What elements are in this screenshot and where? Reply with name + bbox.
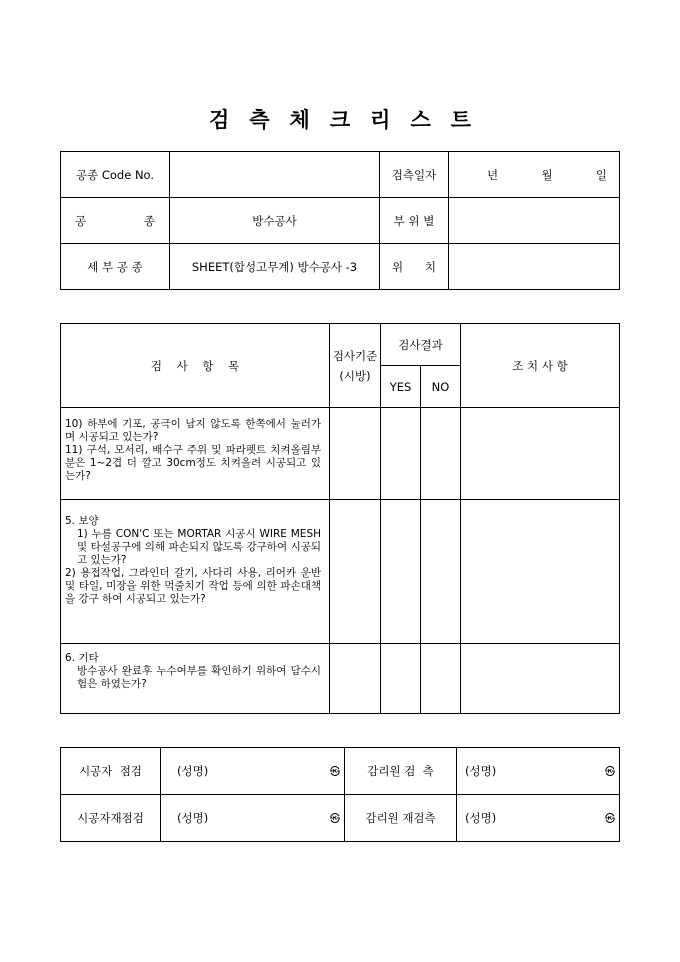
item-line: 11) 구석, 모서리, 배수구 주위 및 파라펫트 치켜올림부분은 1~2겹 더 깔고 30cm정도 치켜올려 시공되고 있는가? (65, 444, 321, 482)
col-yes-header: YES (381, 366, 421, 408)
col-no-header: NO (421, 366, 461, 408)
title-char: 리 (370, 107, 391, 132)
action-cell[interactable] (461, 500, 620, 644)
standard-cell[interactable] (330, 408, 381, 500)
contractor-check-label: 시공자 점검 (61, 748, 161, 795)
checklist-item (61, 500, 330, 644)
page-title (0, 104, 680, 134)
title-char: 크 (329, 107, 351, 132)
action-cell[interactable] (461, 644, 620, 714)
standard-cell[interactable] (330, 500, 381, 644)
inspection-date-label: 검측일자 (380, 152, 449, 198)
location-value[interactable] (449, 244, 620, 290)
action-cell[interactable] (461, 408, 620, 500)
title-char: 측 (249, 107, 270, 132)
contractor-recheck-sign[interactable]: (성명) ㉿ (161, 795, 345, 842)
no-cell[interactable] (421, 644, 461, 714)
item-line: 2) 용접작업, 그라인더 갈기, 사다리 사용, 리어카 운반 및 타일, 미장을 위한 먹줄치기 작업 등에 의한 파손대책을 강구 하여 시공되고 있는가? (65, 567, 321, 605)
yes-cell[interactable] (381, 500, 421, 644)
seal-icon: ㉿ (605, 767, 615, 778)
no-cell[interactable] (421, 408, 461, 500)
detail-work-value: SHEET(합성고무계) 방수공사 -3 (170, 244, 380, 290)
seal-icon: ㉿ (605, 814, 615, 825)
inspection-date-value[interactable] (449, 152, 620, 198)
contractor-check-sign[interactable]: (성명) ㉿ (161, 748, 345, 795)
title-char: 체 (289, 107, 310, 132)
title-char: 검 (208, 107, 230, 132)
title-char: 트 (450, 107, 472, 132)
contractor-recheck-label: 시공자재점검 (61, 795, 161, 842)
supervisor-check-label: 감리원 검 측 (345, 748, 457, 795)
work-type-value: 방수공사 (170, 198, 380, 244)
no-cell[interactable] (421, 500, 461, 644)
yes-cell[interactable] (381, 644, 421, 714)
checklist-item (61, 408, 330, 500)
date-day: 일 (595, 167, 607, 182)
yes-cell[interactable] (381, 408, 421, 500)
date-month: 월 (541, 167, 553, 182)
part-value[interactable] (449, 198, 620, 244)
checklist-table (60, 323, 620, 714)
col-action-header: 조 치 사 항 (461, 324, 620, 408)
item-heading: 5. 보양 (65, 515, 99, 527)
item-heading: 6. 기타 (65, 652, 99, 664)
seal-icon: ㉿ (330, 814, 340, 825)
title-char: 스 (410, 107, 431, 132)
work-type-code-value[interactable] (170, 152, 380, 198)
checklist-item (61, 644, 330, 714)
location-label: 위 치 (380, 244, 449, 290)
part-label: 부 위 별 (380, 198, 449, 244)
col-items-header: 검 사 항 목 (61, 324, 330, 408)
item-line: 방수공사 완료후 누수여부를 확인하기 위하여 담수시험은 하였는가? (77, 665, 321, 690)
supervisor-recheck-sign[interactable]: (성명) ㉿ (457, 795, 620, 842)
supervisor-recheck-label: 감리원 재검측 (345, 795, 457, 842)
header-table (60, 151, 620, 290)
date-year: 년 (487, 167, 499, 182)
work-type-label: 공 종 (61, 198, 170, 244)
signature-table (60, 747, 620, 842)
seal-icon: ㉿ (330, 767, 340, 778)
col-result-header: 검사결과 (381, 324, 461, 366)
col-standard-header: 검사기준 (시방) (330, 324, 381, 408)
supervisor-check-sign[interactable]: (성명) ㉿ (457, 748, 620, 795)
work-type-code-label: 공종 Code No. (61, 152, 170, 198)
item-line: 1) 누름 CON'C 또는 MORTAR 시공시 WIRE MESH 및 타설공구에 의해 파손되지 않도록 강구하여 시공되고 있는가? (77, 528, 321, 566)
item-line: 10) 하부에 기포, 공극이 남지 않도록 한쪽에서 눌러가며 시공되고 있는가? (65, 418, 321, 443)
standard-cell[interactable] (330, 644, 381, 714)
detail-work-label: 세 부 공 종 (61, 244, 170, 290)
